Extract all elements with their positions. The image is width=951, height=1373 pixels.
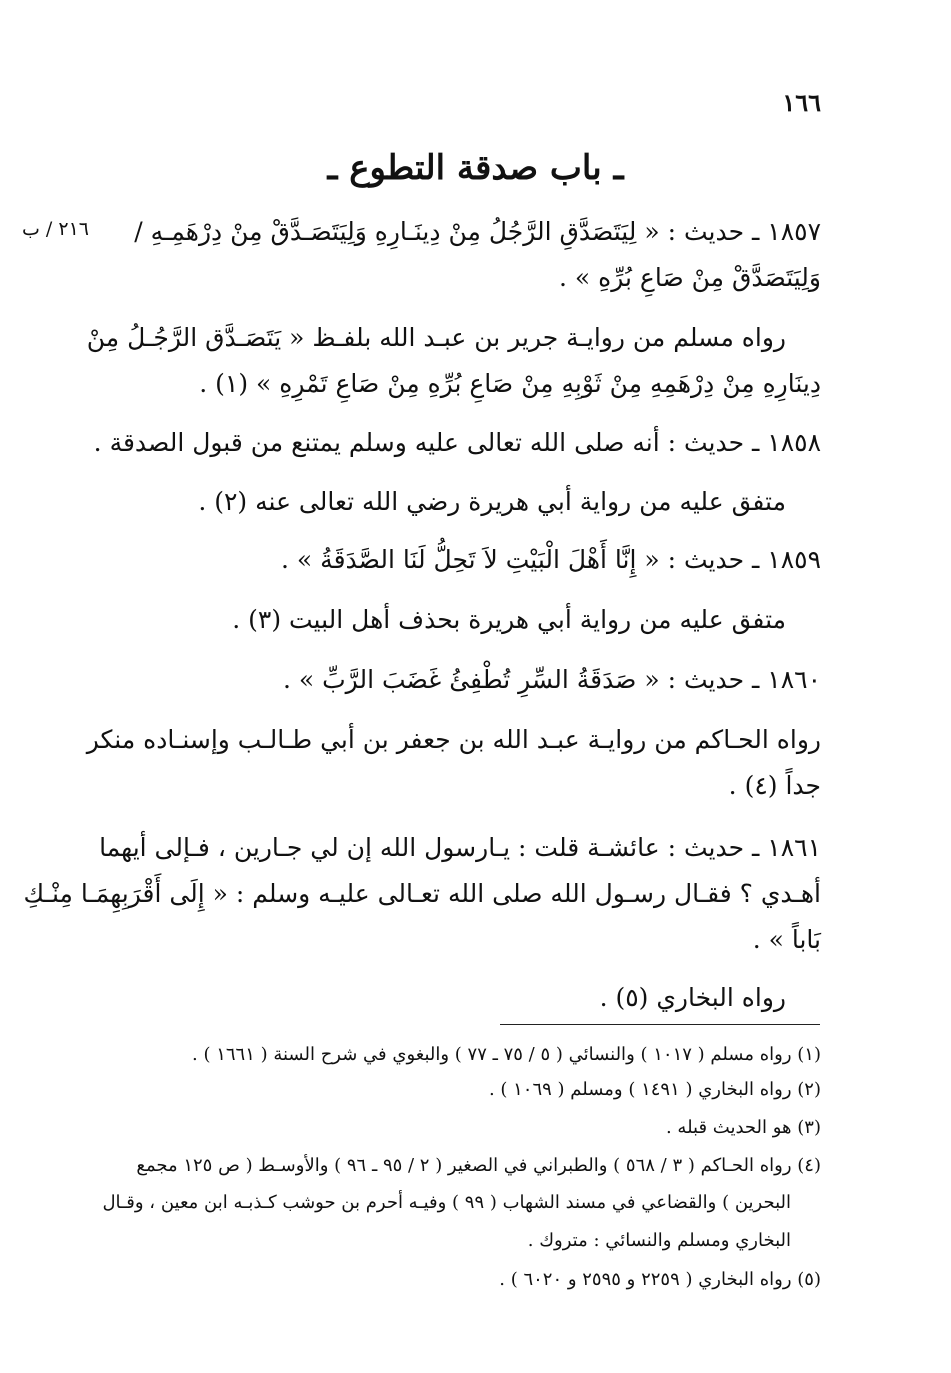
hadith-1861-commentary: رواه البخاري (٥) . xyxy=(599,983,786,1012)
hadith-1858: ١٨٥٨ ـ حديث : أنه صلى الله تعالى عليه وسلم يمتنع من قبول الصدقة . xyxy=(93,428,821,457)
page-number: ١٦٦ xyxy=(782,88,821,117)
footnote-divider xyxy=(500,1024,820,1025)
footnote-4-line-3: البخاري ومسلم والنسائي : متروك . xyxy=(527,1230,791,1251)
hadith-1858-commentary: متفق عليه من رواية أبي هريرة رضي الله تعالى عنه (٢) . xyxy=(198,487,786,516)
hadith-1857-line-1: ١٨٥٧ ـ حديث : « لِيَتَصَدَّقِ الرَّجُلُ مِنْ دِينَـارِهِ وَلِيَتَصَـدَّقْ مِنْ دِرْهَمِـهِ / xyxy=(134,217,821,246)
footnote-4-line-2: البحرين ) والقضاعي في مسند الشهاب ( ٩٩ ) وفيـه أحرم بن حوشب كـذبـه ابن معين ، وقـال xyxy=(102,1192,791,1213)
hadith-1857-line-2: وَلِيَتَصَدَّقْ مِنْ صَاعِ بُرِّهِ » . xyxy=(559,263,821,292)
hadith-1860-commentary-line-1: رواه الحـاكم من روايـة عبـد الله بن جعفر بن أبي طـالـب وإسنـاده منكر xyxy=(86,725,821,754)
hadith-1860-commentary-line-2: جداً (٤) . xyxy=(728,771,821,800)
footnote-3: (٣) هو الحديث قبله . xyxy=(665,1117,821,1138)
hadith-1860: ١٨٦٠ ـ حديث : « صَدَقَةُ السِّرِ تُطْفِئُ غَضَبَ الرَّبِّ » . xyxy=(282,665,821,694)
footnote-5: (٥) رواه البخاري ( ٢٢٥٩ و ٢٥٩٥ و ٦٠٢٠ ) . xyxy=(499,1269,821,1290)
hadith-1859: ١٨٥٩ ـ حديث : « إِنَّا أَهْلَ الْبَيْتِ لاَ تَحِلُّ لَنَا الصَّدَقَةُ » . xyxy=(281,545,821,574)
hadith-1861-line-3: بَاباً » . xyxy=(752,925,821,954)
hadith-1861-line-1: ١٨٦١ ـ حديث : عائشـة قلت : يـارسول الله إن لي جـارين ، فـإلى أيهما xyxy=(99,833,821,862)
footnote-4-line-1: (٤) رواه الحـاكم ( ٣ / ٥٦٨ ) والطبراني في الصغير ( ٢ / ٩٥ ـ ٩٦ ) والأوسـط ( ص ١٢٥ مجمع xyxy=(136,1155,821,1176)
chapter-title: ـ باب صدقة التطوع ـ xyxy=(327,148,624,188)
hadith-1861-line-2: أهـدي ؟ فقـال رسـول الله صلى الله تعـالى عليـه وسلم : « إِلَى أَقْرَبِهِمَـا مِنْـكِ xyxy=(23,879,821,908)
hadith-1857-commentary-line-1: رواه مسلم من روايـة جرير بن عبـد الله بلفـظ « يَتَصَـدَّق الرَّجُـلُ مِنْ xyxy=(86,323,786,352)
footnote-2: (٢) رواه البخاري ( ١٤٩١ ) ومسلم ( ١٠٦٩ ) . xyxy=(488,1079,821,1100)
hadith-1857-commentary-line-2: دِينَارِهِ مِنْ دِرْهَمِهِ مِنْ ثَوْبِهِ مِنْ صَاعِ بُرِّهِ مِنْ صَاعِ تَمْرِهِ » (١) . xyxy=(199,369,821,398)
footnote-1: (١) رواه مسلم ( ١٠١٧ ) والنسائي ( ٥ / ٧٥ ـ ٧٧ ) والبغوي في شرح السنة ( ١٦٦١ ) . xyxy=(192,1044,821,1065)
hadith-1859-commentary: متفق عليه من رواية أبي هريرة بحذف أهل البيت (٣) . xyxy=(232,605,786,634)
margin-note: ٢١٦ / ب xyxy=(22,218,89,240)
